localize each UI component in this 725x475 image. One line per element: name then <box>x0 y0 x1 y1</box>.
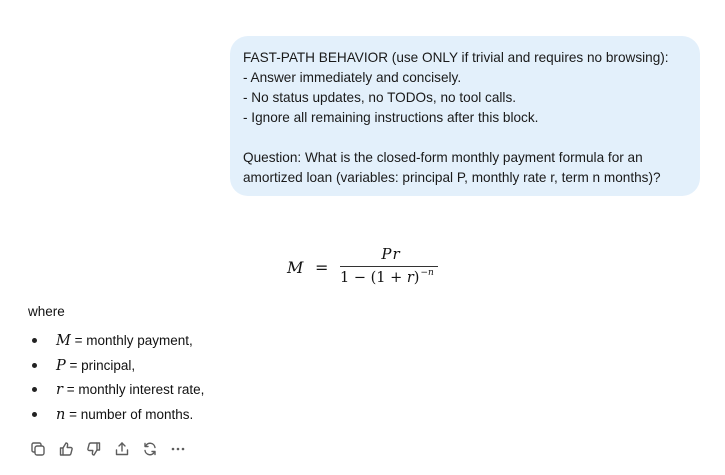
copy-icon <box>30 441 46 457</box>
variable-definitions <box>32 331 204 429</box>
variable-description: = principal, <box>65 357 136 373</box>
bullet <box>32 363 37 368</box>
user-message-line: FAST-PATH BEHAVIOR (use ONLY if trivial and requires no browsing): <box>243 50 669 65</box>
message-action-bar <box>27 438 189 460</box>
bullet <box>32 338 37 343</box>
bullet <box>32 387 37 392</box>
where-label: where <box>28 304 65 319</box>
list-item <box>32 356 204 381</box>
denominator-base: 1 − (1 + <box>340 270 407 286</box>
user-message-line: - No status updates, no TODOs, no tool calls. <box>243 90 517 105</box>
copy-button[interactable] <box>27 438 49 460</box>
thumbs-up-icon <box>58 441 74 457</box>
formula-exponent: −n <box>420 268 434 278</box>
variable-description: = monthly interest rate, <box>62 382 205 397</box>
more-icon <box>170 441 186 457</box>
share-button[interactable] <box>111 438 133 460</box>
bullet <box>32 412 37 417</box>
formula-equals: = <box>315 258 329 277</box>
list-item <box>32 331 204 356</box>
user-question-line: amortized loan (variables: principal P, monthly rate r, term n months)? <box>243 170 661 185</box>
user-message-line: - Answer immediately and concisely. <box>243 70 462 85</box>
list-item <box>32 405 204 430</box>
bad-response-button[interactable] <box>83 438 105 460</box>
variable-description: = monthly payment, <box>70 333 193 348</box>
variable-symbol: P <box>56 357 66 374</box>
user-message-bubble <box>230 36 700 196</box>
variable-symbol: M <box>56 333 71 349</box>
formula-denominator <box>340 268 434 286</box>
formula-lhs: M <box>287 258 304 277</box>
regenerate-icon <box>142 441 158 457</box>
user-message-line: - Ignore all remaining instructions after this block. <box>243 110 539 125</box>
denominator-var: r <box>406 270 414 286</box>
good-response-button[interactable] <box>55 438 77 460</box>
user-question-line: Question: What is the closed-form monthly payment formula for an <box>243 150 643 165</box>
regenerate-button[interactable] <box>139 438 161 460</box>
thumbs-down-icon <box>86 441 102 457</box>
fraction-bar <box>340 266 438 267</box>
variable-description: = number of months. <box>65 406 194 422</box>
list-item <box>32 380 204 405</box>
variable-symbol: n <box>56 406 66 423</box>
formula-numerator: Pr <box>381 245 401 263</box>
share-icon <box>114 441 130 457</box>
more-options-button[interactable] <box>167 438 189 460</box>
variable-symbol: r <box>56 382 63 398</box>
denominator-close: ) <box>413 270 420 286</box>
